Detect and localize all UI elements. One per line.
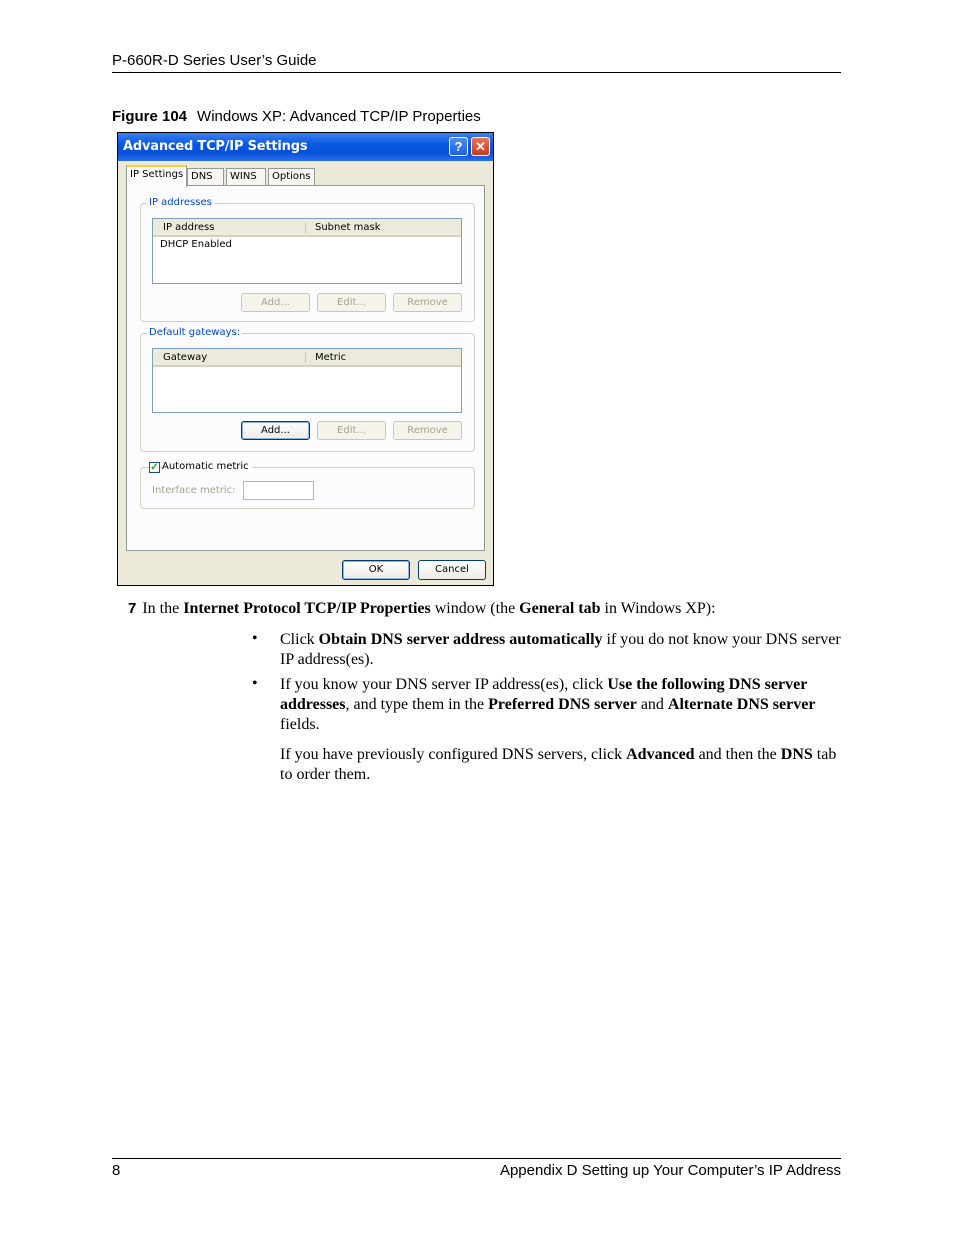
column-subnet-mask[interactable]: Subnet mask xyxy=(315,222,381,233)
cancel-button[interactable]: Cancel xyxy=(418,560,486,580)
dialog-title: Advanced TCP/IP Settings xyxy=(123,139,308,154)
gateway-remove-button[interactable]: Remove xyxy=(393,421,462,440)
footer-rule xyxy=(112,1158,841,1159)
gateway-edit-button[interactable]: Edit... xyxy=(317,421,386,440)
metric-group xyxy=(140,461,475,509)
column-separator xyxy=(305,222,306,233)
advanced-dns-note: If you have previously configured DNS servers, click Advanced and then the DNS tab to order them. xyxy=(280,746,837,783)
tab-panel-ip-settings xyxy=(126,185,485,551)
ip-addresses-group xyxy=(140,197,475,322)
ip-edit-button[interactable]: Edit... xyxy=(317,293,386,312)
ok-button[interactable]: OK xyxy=(342,560,410,580)
help-icon: ? xyxy=(454,139,463,154)
close-button[interactable] xyxy=(471,137,490,156)
close-icon: ✕ xyxy=(475,139,486,154)
list-item[interactable]: DHCP Enabled xyxy=(160,239,232,250)
dialog-titlebar[interactable] xyxy=(118,133,493,161)
ip-remove-button[interactable]: Remove xyxy=(393,293,462,312)
checkmark-icon: ✓ xyxy=(150,462,159,473)
ip-address-list[interactable] xyxy=(152,218,462,284)
tab-options[interactable]: Options xyxy=(268,168,315,185)
step-instruction xyxy=(128,600,716,618)
gateway-add-button[interactable]: Add... xyxy=(241,421,310,440)
figure-caption-text: Windows XP: Advanced TCP/IP Properties xyxy=(197,108,481,125)
gateway-list[interactable] xyxy=(152,348,462,413)
column-separator xyxy=(305,352,306,363)
column-ip-address[interactable]: IP address xyxy=(163,222,215,233)
header-rule xyxy=(112,72,841,73)
column-gateway[interactable]: Gateway xyxy=(163,352,208,363)
figure-label: Figure 104 xyxy=(112,108,188,125)
gateway-list-header xyxy=(153,349,461,367)
ip-list-header xyxy=(153,219,461,237)
interface-metric-input[interactable] xyxy=(243,481,314,500)
bullet-item-manual-dns: If you know your DNS server IP address(es), click Use the following DNS server addresses, and type them in the Preferred DNS server and Alternate DNS server fields. xyxy=(280,676,816,733)
advanced-tcpip-dialog xyxy=(117,132,494,586)
automatic-metric-checkbox[interactable] xyxy=(149,462,160,473)
step-number: 7 xyxy=(128,600,137,617)
column-metric[interactable]: Metric xyxy=(315,352,347,363)
tab-wins[interactable]: WINS xyxy=(226,168,266,185)
ip-addresses-group-label: IP addresses xyxy=(149,197,212,208)
figure-caption xyxy=(112,108,481,125)
automatic-metric-label[interactable]: Automatic metric xyxy=(162,461,252,472)
page-header-title: P-660R-D Series User’s Guide xyxy=(112,52,317,69)
footer-section-title: Appendix D Setting up Your Computer’s IP Address xyxy=(499,1162,841,1179)
page-number: 8 xyxy=(112,1162,121,1179)
default-gateways-group-label: Default gateways: xyxy=(149,327,241,338)
tab-dns[interactable]: DNS xyxy=(187,168,224,185)
ip-add-button[interactable]: Add... xyxy=(241,293,310,312)
step-text: In the Internet Protocol TCP/IP Properties window (the General tab in Windows XP): xyxy=(142,600,716,617)
bullet-icon: • xyxy=(252,630,258,647)
bullet-item-automatic-dns: Click Obtain DNS server address automatically if you do not know your DNS server IP address(es). xyxy=(280,631,841,668)
interface-metric-label: Interface metric: xyxy=(152,485,236,496)
help-button[interactable] xyxy=(449,137,468,156)
bullet-icon: • xyxy=(252,675,258,692)
tab-ip-settings[interactable]: IP Settings xyxy=(126,165,187,187)
default-gateways-group xyxy=(140,327,475,452)
